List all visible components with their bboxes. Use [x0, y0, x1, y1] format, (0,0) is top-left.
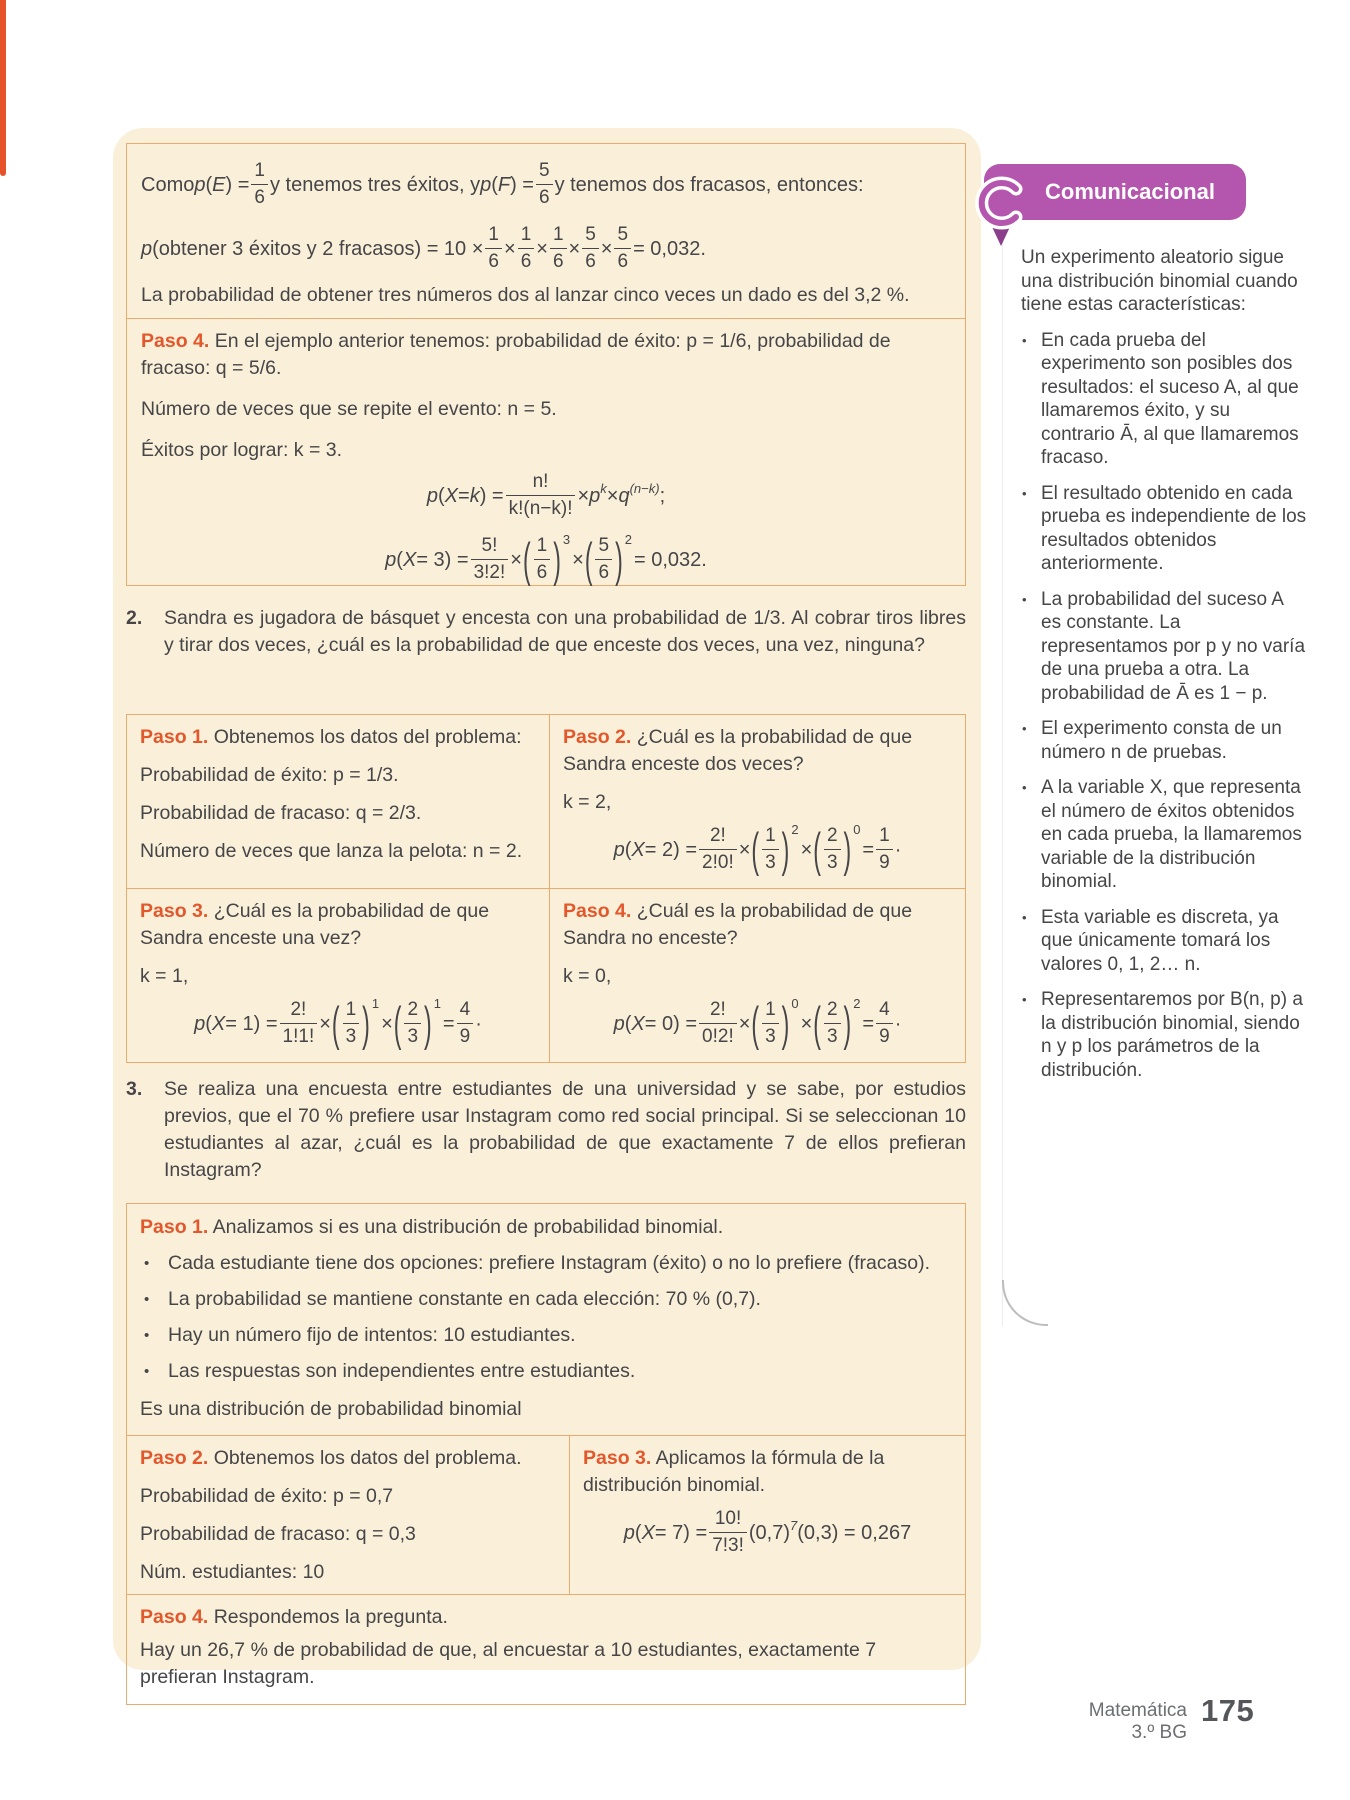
- formula-binomial-applied: p ( X = 3) = $\frac{5!}{3!2!}$ × ( $\frac{1}{6}$ ) 3 × ( $\frac{5}{6}$ ) 2 = 0,032.: [385, 531, 707, 586]
- bullet-dot-icon: •: [1022, 485, 1027, 501]
- e3-step1-label: Paso 1.: [140, 1216, 209, 1238]
- step1-line: Probabilidad de fracaso: q = 2/3.: [140, 802, 422, 824]
- exercise-3: [126, 1076, 966, 1184]
- e3-step4-label: Paso 4.: [140, 1606, 209, 1628]
- page-number: 175: [1201, 1693, 1255, 1728]
- e3-step4-section: [127, 1594, 965, 1704]
- exercise-3-text: Se realiza una encuesta entre estudiantes de una universidad y se sabe, por estudios previos, que el 70 % prefiere usar Instagram como red social principal. Si se seleccionan 10 estudiantes al azar, ¿cuál es la probabilidad de que exactamente 7 de ellos prefieran Instagram?: [164, 1078, 966, 1181]
- e3-bullet: • Cada estudiante tiene dos opciones: prefiere Instagram (éxito) o no lo prefiere (fracaso).: [140, 1250, 952, 1277]
- step3-k: k = 1,: [140, 965, 189, 987]
- step3-title: ¿Cuál es la probabilidad de que Sandra enceste una vez?: [140, 900, 490, 949]
- step2-label: Paso 2.: [563, 726, 632, 748]
- footer-course: [1020, 1700, 1187, 1744]
- e3-step3-cell: [569, 1436, 965, 1594]
- formula-x7: p ( X = 7) = $\frac{10!}{7!3!}$ (0,7) 7 (0,3) = 0,267: [623, 1508, 912, 1556]
- comunicacional-sidebar: [1002, 220, 1322, 1326]
- step2-cell: [549, 715, 965, 888]
- e3-step3-title: Aplicamos la fórmula de la distribución binomial.: [583, 1447, 885, 1496]
- e3-bullet: • Hay un número fijo de intentos: 10 estudiantes.: [140, 1322, 952, 1349]
- bullet-dot-icon: •: [144, 1291, 150, 1308]
- step2-k: k = 2,: [563, 791, 612, 813]
- example-conclusion: La probabilidad de obtener tres números dos al lanzar cinco veces un dado es del 3,2 %.: [141, 284, 910, 306]
- sidebar-bullet: • La probabilidad del suceso A es constante. La representamos por p y no varía de una prueba a otra. La probabilidad de Ā es 1 − p.: [1022, 588, 1306, 704]
- bullet-dot-icon: •: [1022, 591, 1027, 607]
- k-line: Éxitos por lograr: k = 3.: [141, 439, 343, 461]
- e3-answer: Hay un 26,7 % de probabilidad de que, al encuestar a 10 estudiantes, exactamente 7 prefieran Instagram.: [140, 1639, 877, 1688]
- sidebar-bullet-list: [1021, 329, 1308, 1083]
- e3-step3-label: Paso 3.: [583, 1447, 652, 1469]
- step3-label: Paso 3.: [140, 900, 209, 922]
- exercise-2-text: Sandra es jugadora de básquet y encesta con una probabilidad de 1/3. Al cobrar tiros libres y tirar dos veces, ¿cuál es la probabilidad de que enceste dos veces, una vez, ninguna?: [164, 607, 966, 656]
- spine-accent-bar: [0, 0, 6, 176]
- bullet-dot-icon: •: [1022, 909, 1027, 925]
- example-box: [126, 143, 966, 586]
- footer-grade: 3.º BG: [1131, 1722, 1187, 1743]
- sidebar-bullet: • A la variable X, que representa el número de éxitos obtenidos en cada prueba, la llamaremos variable de la distribución binomial.: [1022, 777, 1302, 892]
- bullet-dot-icon: •: [144, 1363, 150, 1380]
- bullet-dot-icon: •: [1022, 780, 1027, 795]
- sidebar-bullet: • El experimento consta de un número n de pruebas.: [1022, 718, 1282, 763]
- e3-step1-section: [127, 1204, 965, 1435]
- exercise-2-number: 2.: [126, 607, 143, 629]
- e3-step2-line: Núm. estudiantes: 10: [140, 1561, 325, 1583]
- exercise3-steps-box: [126, 1203, 966, 1705]
- step1-cell: [127, 715, 549, 888]
- step1-title: Obtenemos los datos del problema:: [213, 726, 522, 748]
- step1-label: Paso 1.: [140, 726, 209, 748]
- bullet-dot-icon: •: [1022, 992, 1027, 1007]
- formula-binomial-general: p ( X = k ) = $\frac{n!}{k!(n-k)!}$ × p k × q (n−k) ;: [426, 471, 666, 519]
- comunicacional-badge: Comunicacional: [984, 164, 1246, 220]
- e3-step2-line: Probabilidad de éxito: p = 0,7: [140, 1485, 394, 1507]
- formula-x0: p ( X = 0) = $\frac{2!}{0!2!}$ × ( $\frac{1}{3}$ ) 0 × ( $\frac{2}{3}$ ) 2 = $\frac{4}{9}$ ·: [613, 995, 902, 1050]
- step2-title: ¿Cuál es la probabilidad de que Sandra enceste dos veces?: [563, 726, 913, 775]
- bullet-dot-icon: •: [1022, 721, 1027, 736]
- formula-x1: p ( X = 1) = $\frac{2!}{1!1!}$ × ( $\frac{1}{3}$ ) 1 × ( $\frac{2}{3}$ ) 1 = $\frac{4}{9}$ ·: [194, 995, 482, 1050]
- step4-label: Paso 4.: [563, 900, 632, 922]
- sidebar-bullet: • Esta variable es discreta, ya que únicamente tomará los valores 0, 1, 2… n.: [1022, 906, 1279, 975]
- paso4-paragraph: [141, 328, 951, 382]
- product-math-line: p (obtener 3 éxitos y 2 fracasos) = 10 × $\frac{1}{6}$ × $\frac{1}{6}$ × $\frac{1}{6}$ × $\frac{5}{6}$ × $\frac{5}{6}$ = 0,032.: [141, 224, 706, 272]
- e3-step2-cell: [127, 1436, 569, 1594]
- sidebar-bullet: • En cada prueba del experimento son posibles dos resultados: el suceso A, al que llamaremos éxito, y su contrario Ā, al que llamaremos fracaso.: [1022, 329, 1299, 468]
- intro-math-line: Como p ( E ) = $\frac{1}{6}$ y tenemos tres éxitos, y p ( F ) = $\frac{5}{6}$ y tenemos dos fracasos, entonces:: [141, 160, 864, 208]
- step4-cell: [549, 888, 965, 1062]
- e3-step2-line: Probabilidad de fracaso: q = 0,3: [140, 1523, 416, 1545]
- content-card: [113, 128, 981, 1688]
- sidebar-bullet: • El resultado obtenido en cada prueba es independiente de los resultados obtenidos anteriormente.: [1022, 482, 1307, 574]
- paso4-label: Paso 4.: [141, 330, 210, 352]
- e3-step4-title: Respondemos la pregunta.: [213, 1606, 448, 1628]
- step4-k: k = 0,: [563, 965, 612, 987]
- sidebar-bullet: • Representaremos por B(n, p) a la distribución binomial, siendo n y p los parámetros de la distribución.: [1022, 989, 1303, 1081]
- paso4-text: En el ejemplo anterior tenemos: probabilidad de éxito: p = 1/6, probabilidad de fracaso: q = 5/6.: [141, 330, 891, 379]
- e3-bullet: • Las respuestas son independientes entre estudiantes.: [140, 1358, 952, 1385]
- e3-bullet: • La probabilidad se mantiene constante en cada elección: 70 % (0,7).: [140, 1286, 952, 1313]
- formula-x2: p ( X = 2) = $\frac{2!}{2!0!}$ × ( $\frac{1}{3}$ ) 2 × ( $\frac{2}{3}$ ) 0 = $\frac{1}{9}$ ·: [613, 821, 902, 876]
- bullet-dot-icon: •: [144, 1327, 150, 1344]
- footer-course-name: Matemática: [1088, 1700, 1187, 1721]
- step1-line: Número de veces que lanza la pelota: n = 2.: [140, 840, 523, 862]
- n-line: Número de veces que se repite el evento: n = 5.: [141, 398, 557, 420]
- step4-title: ¿Cuál es la probabilidad de que Sandra no enceste?: [563, 900, 913, 949]
- step3-cell: [127, 888, 549, 1062]
- sidebar-intro: Un experimento aleatorio sigue una distribución binomial cuando tiene estas características:: [1021, 247, 1298, 315]
- comunicacional-c-icon: [970, 172, 1032, 234]
- e3-step2-title: Obtenemos los datos del problema.: [213, 1447, 522, 1469]
- exercise2-steps-table: [126, 714, 966, 1063]
- divider: [127, 318, 965, 319]
- e3-step23-row: [127, 1435, 965, 1594]
- bullet-dot-icon: •: [1022, 332, 1027, 348]
- e3-step1-title: Analizamos si es una distribución de probabilidad binomial.: [212, 1216, 724, 1238]
- bullet-dot-icon: •: [144, 1255, 150, 1272]
- e3-step2-label: Paso 2.: [140, 1447, 209, 1469]
- e3-conclusion: Es una distribución de probabilidad binomial: [140, 1398, 522, 1420]
- step1-line: Probabilidad de éxito: p = 1/3.: [140, 764, 399, 786]
- exercise-3-number: 3.: [126, 1078, 143, 1100]
- exercise-2: [126, 605, 966, 659]
